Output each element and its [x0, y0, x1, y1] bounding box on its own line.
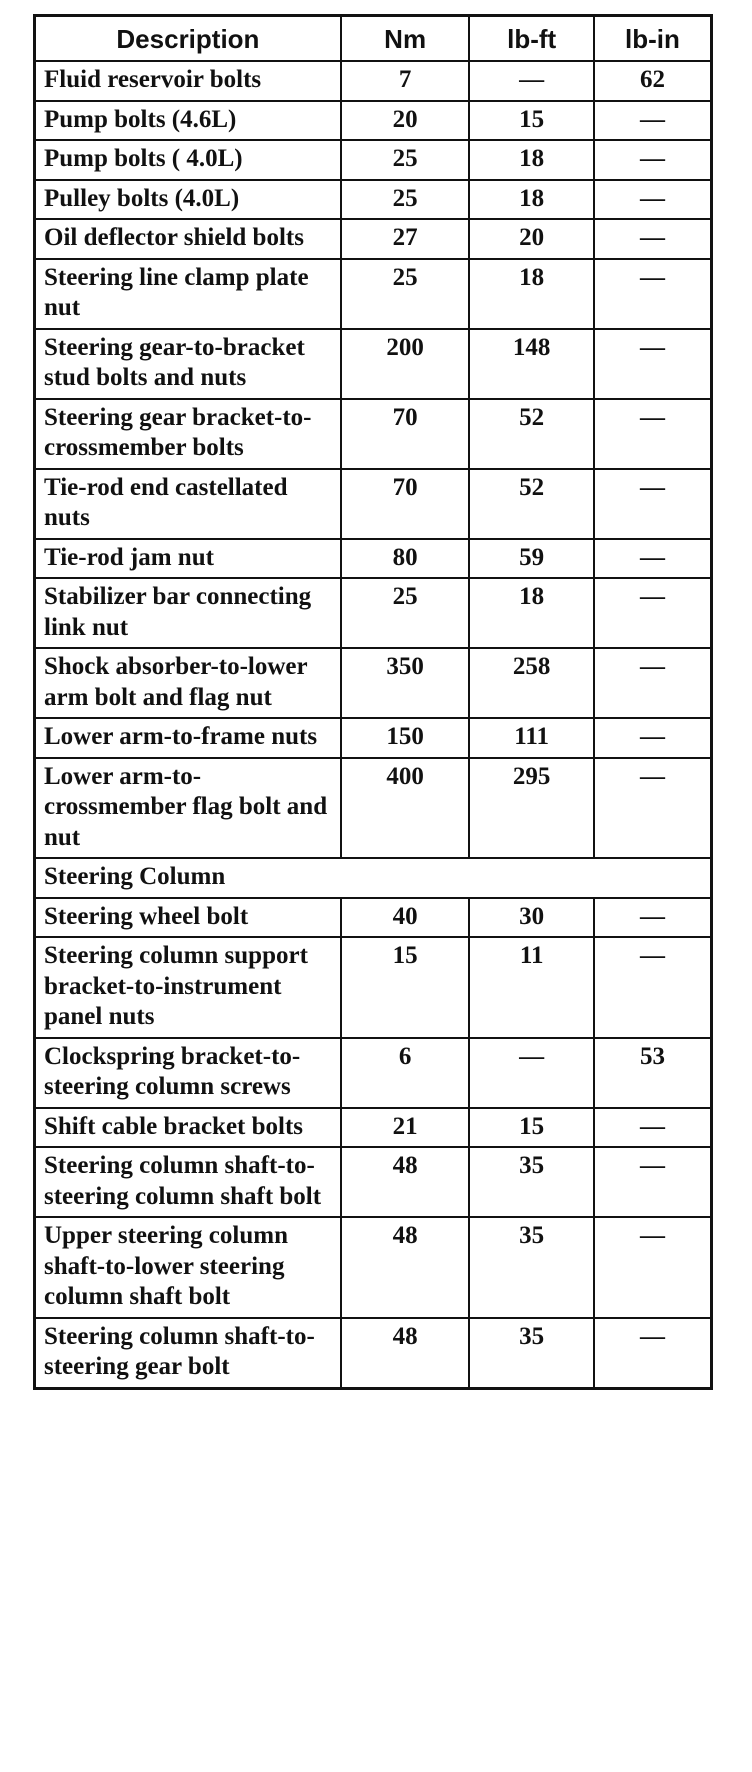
table-row: [35, 219, 712, 259]
table-row: [35, 469, 712, 539]
cell-nm: 150: [341, 718, 470, 758]
cell-nm: 350: [341, 648, 470, 718]
table-row: [35, 1318, 712, 1389]
cell-description: Steering column shaft-to-steering gear bolt: [35, 1318, 341, 1389]
cell-description: Stabilizer bar connecting link nut: [35, 578, 341, 648]
cell-nm: 48: [341, 1147, 470, 1217]
cell-lb-in: —: [594, 898, 712, 938]
table-row: [35, 1038, 712, 1108]
table-row: [35, 1108, 712, 1148]
cell-lb-in: —: [594, 578, 712, 648]
table-row: [35, 758, 712, 859]
table-row: [35, 101, 712, 141]
cell-description: Steering line clamp plate nut: [35, 259, 341, 329]
table-row: [35, 578, 712, 648]
cell-lb-in: —: [594, 399, 712, 469]
table-row: [35, 329, 712, 399]
cell-lb-ft: 35: [469, 1318, 594, 1389]
cell-lb-ft: —: [469, 1038, 594, 1108]
cell-lb-ft: 15: [469, 101, 594, 141]
cell-lb-in: —: [594, 758, 712, 859]
table-row: [35, 539, 712, 579]
table-row: [35, 140, 712, 180]
cell-lb-in: —: [594, 259, 712, 329]
cell-description: Fluid reservoir bolts: [35, 61, 341, 101]
cell-lb-ft: 148: [469, 329, 594, 399]
cell-lb-ft: 18: [469, 578, 594, 648]
header-row: [35, 16, 712, 62]
cell-description: Pump bolts ( 4.0L): [35, 140, 341, 180]
cell-nm: 25: [341, 259, 470, 329]
cell-description: Shift cable bracket bolts: [35, 1108, 341, 1148]
cell-nm: 48: [341, 1217, 470, 1318]
cell-nm: 80: [341, 539, 470, 579]
cell-nm: 7: [341, 61, 470, 101]
cell-lb-in: —: [594, 180, 712, 220]
table-row: [35, 898, 712, 938]
header-lb-in: lb-in: [594, 16, 712, 62]
cell-description: Steering column support bracket-to-instrument panel nuts: [35, 937, 341, 1038]
cell-description: Upper steering column shaft-to-lower steering column shaft bolt: [35, 1217, 341, 1318]
cell-lb-ft: 35: [469, 1217, 594, 1318]
cell-lb-in: —: [594, 101, 712, 141]
cell-lb-in: —: [594, 1108, 712, 1148]
cell-lb-in: —: [594, 140, 712, 180]
cell-description: Lower arm-to-frame nuts: [35, 718, 341, 758]
cell-lb-ft: 35: [469, 1147, 594, 1217]
table-row: [35, 1147, 712, 1217]
cell-description: Pump bolts (4.6L): [35, 101, 341, 141]
cell-description: Tie-rod jam nut: [35, 539, 341, 579]
header-description: Description: [35, 16, 341, 62]
cell-description: Clockspring bracket-to-steering column screws: [35, 1038, 341, 1108]
cell-description: Pulley bolts (4.0L): [35, 180, 341, 220]
torque-spec-table: [33, 14, 713, 1390]
cell-description: Steering gear bracket-to-crossmember bolts: [35, 399, 341, 469]
cell-nm: 15: [341, 937, 470, 1038]
cell-description: Oil deflector shield bolts: [35, 219, 341, 259]
cell-lb-ft: 30: [469, 898, 594, 938]
cell-description: Steering column shaft-to-steering column shaft bolt: [35, 1147, 341, 1217]
table-row: [35, 399, 712, 469]
header-lb-ft: lb-ft: [469, 16, 594, 62]
cell-lb-in: —: [594, 648, 712, 718]
cell-nm: 27: [341, 219, 470, 259]
table-row: [35, 648, 712, 718]
cell-nm: 48: [341, 1318, 470, 1389]
cell-lb-ft: 15: [469, 1108, 594, 1148]
cell-lb-ft: 18: [469, 259, 594, 329]
cell-lb-in: —: [594, 219, 712, 259]
table-row: [35, 1217, 712, 1318]
cell-lb-ft: 11: [469, 937, 594, 1038]
cell-lb-in: 62: [594, 61, 712, 101]
cell-description: Shock absorber-to-lower arm bolt and flag nut: [35, 648, 341, 718]
table-row: [35, 61, 712, 101]
cell-nm: 25: [341, 140, 470, 180]
cell-lb-ft: 59: [469, 539, 594, 579]
cell-nm: 21: [341, 1108, 470, 1148]
cell-lb-in: —: [594, 718, 712, 758]
cell-lb-ft: 258: [469, 648, 594, 718]
cell-nm: 400: [341, 758, 470, 859]
cell-description: Tie-rod end castellated nuts: [35, 469, 341, 539]
cell-lb-in: —: [594, 1318, 712, 1389]
cell-nm: 40: [341, 898, 470, 938]
cell-nm: 200: [341, 329, 470, 399]
cell-lb-in: —: [594, 1147, 712, 1217]
cell-lb-in: —: [594, 1217, 712, 1318]
cell-lb-ft: —: [469, 61, 594, 101]
cell-lb-ft: 295: [469, 758, 594, 859]
cell-nm: 70: [341, 399, 470, 469]
cell-lb-ft: 18: [469, 140, 594, 180]
table-row: [35, 718, 712, 758]
cell-lb-in: —: [594, 329, 712, 399]
cell-lb-ft: 52: [469, 399, 594, 469]
cell-lb-in: —: [594, 469, 712, 539]
cell-lb-ft: 18: [469, 180, 594, 220]
cell-lb-ft: 20: [469, 219, 594, 259]
cell-description: Steering gear-to-bracket stud bolts and nuts: [35, 329, 341, 399]
table-header: [35, 16, 712, 62]
cell-lb-in: 53: [594, 1038, 712, 1108]
cell-lb-ft: 111: [469, 718, 594, 758]
cell-lb-ft: 52: [469, 469, 594, 539]
cell-nm: 25: [341, 578, 470, 648]
table-row: [35, 937, 712, 1038]
table-body: [35, 61, 712, 1388]
cell-lb-in: —: [594, 539, 712, 579]
section-title: Steering Column: [35, 858, 712, 898]
header-nm: Nm: [341, 16, 470, 62]
table-row: [35, 180, 712, 220]
cell-nm: 6: [341, 1038, 470, 1108]
cell-nm: 25: [341, 180, 470, 220]
cell-nm: 20: [341, 101, 470, 141]
table-row: [35, 259, 712, 329]
cell-description: Lower arm-to-crossmember flag bolt and nut: [35, 758, 341, 859]
cell-nm: 70: [341, 469, 470, 539]
cell-lb-in: —: [594, 937, 712, 1038]
cell-description: Steering wheel bolt: [35, 898, 341, 938]
section-row: [35, 858, 712, 898]
